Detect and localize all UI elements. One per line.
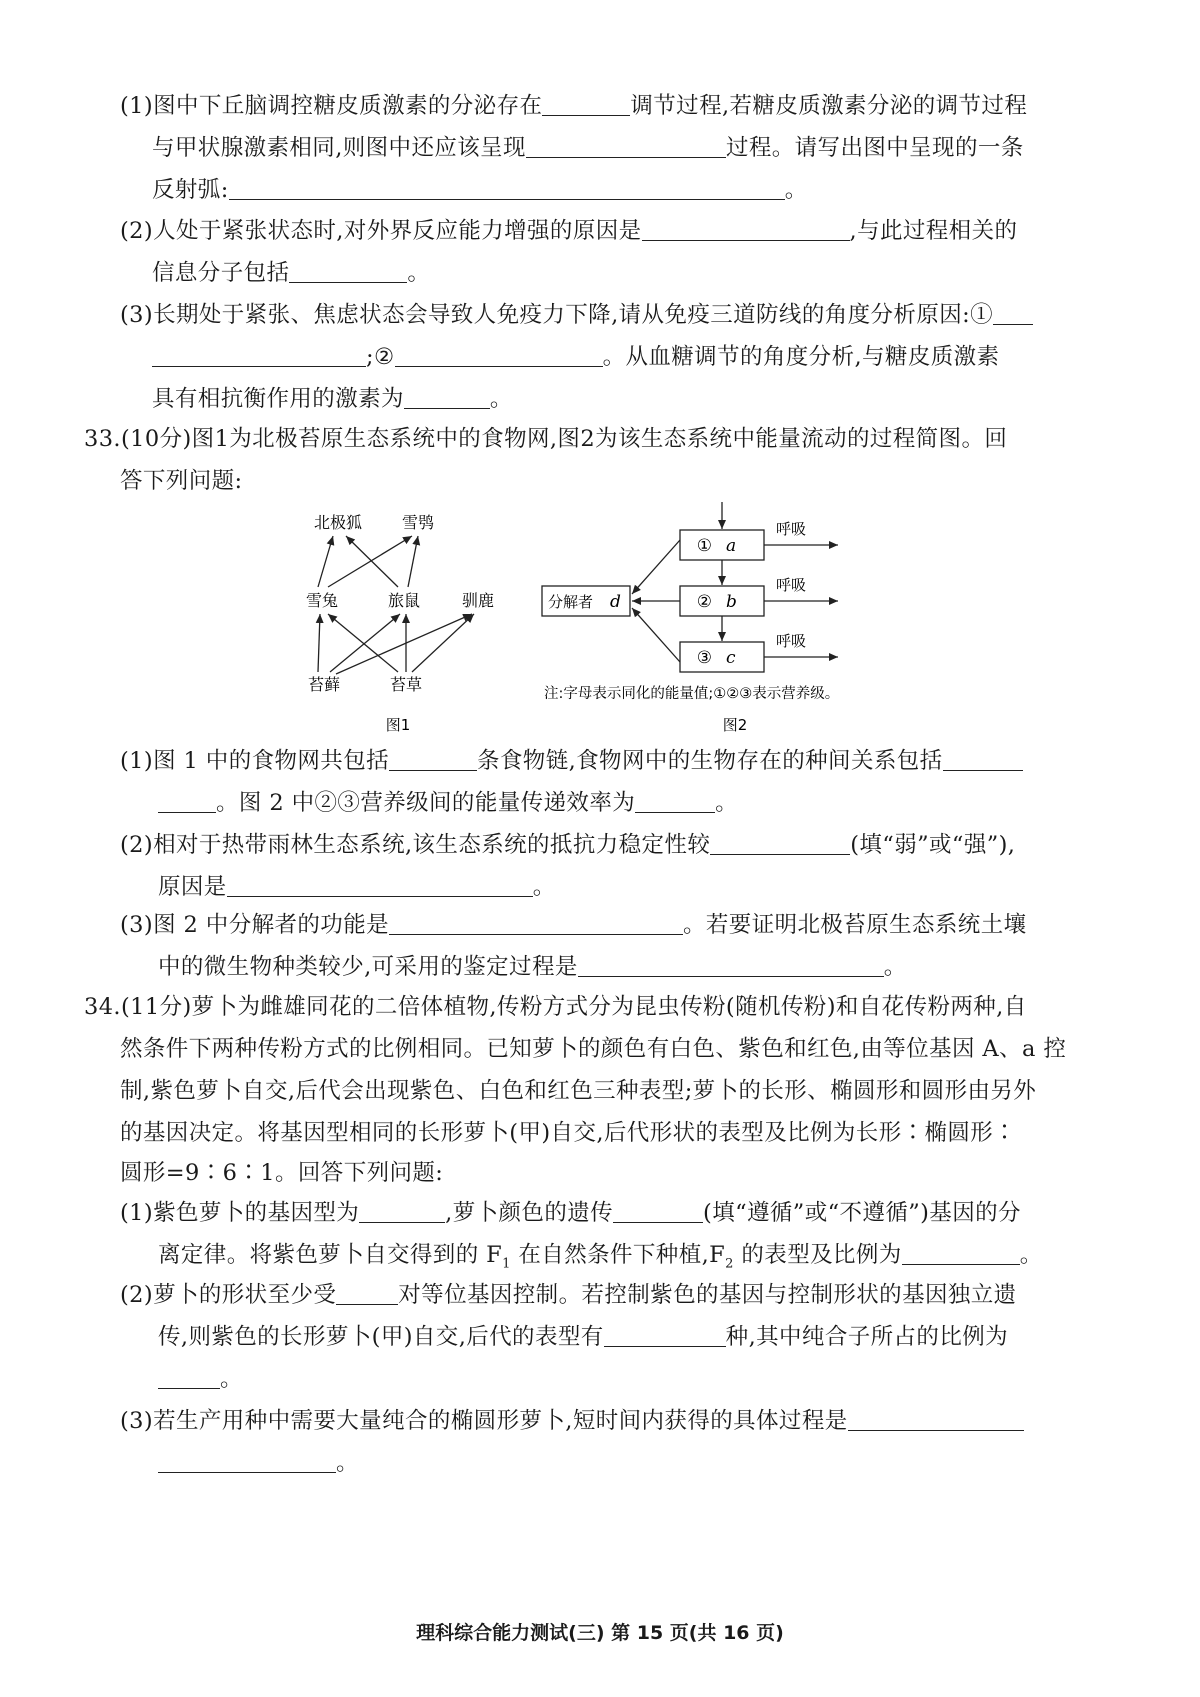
arrow-sedge-to-hare <box>328 614 398 672</box>
level1-number: ① <box>696 536 712 556</box>
figure1-caption: 图1 <box>385 716 411 734</box>
arrow-hare-to-owl <box>328 536 412 587</box>
q34-part2-line2: 传,则紫色的长形萝卜(甲)自交,后代的表型有 种,其中纯合子所占的比例为 <box>158 1324 1009 1350</box>
q33-part1-line2: 。图 2 中②③营养级间的能量传递效率为 。 <box>158 792 738 815</box>
arrow-moss-to-lemming <box>330 614 400 672</box>
node-snowshoe-hare: 雪兔 <box>305 591 339 610</box>
answer-blank[interactable] <box>993 304 1033 325</box>
q34-part3-line2: 。 <box>158 1452 359 1475</box>
arrow-moss-to-hare <box>318 614 320 672</box>
respiration-label-3: 呼吸 <box>776 632 807 650</box>
answer-blank[interactable] <box>613 1202 703 1223</box>
node-arctic-fox: 北极狐 <box>313 513 363 532</box>
q32-part3-line2: ;② 。从血糖调节的角度分析,与糖皮质激素 <box>152 346 999 369</box>
q34-part1-line2: 离定律。将紫色萝卜自交得到的 $F_1$ 在自然条件下种植$,F_2$ 的表型及比例为 。 <box>158 1242 1043 1272</box>
answer-blank[interactable] <box>229 179 785 200</box>
answer-blank[interactable] <box>526 137 726 158</box>
answer-blank[interactable] <box>158 1452 336 1473</box>
figure1-food-web <box>306 513 494 734</box>
q33-stem-line1: 33.(10分)图1为北极苔原生态系统中的食物网,图2为该生态系统中能量流动的过程简图。回 <box>84 426 1008 452</box>
arrow-level1-to-decomposer <box>632 540 680 594</box>
answer-blank[interactable] <box>902 1244 1020 1265</box>
answer-blank[interactable] <box>604 1326 726 1347</box>
arrow-level3-to-decomposer <box>632 608 680 662</box>
answer-blank[interactable] <box>943 750 1023 771</box>
q34-stem-line1: 34.(11分)萝卜为雌雄同花的二倍体植物,传粉方式分为昆虫传粉(随机传粉)和自花传粉两种,自 <box>84 994 1027 1020</box>
node-reindeer: 驯鹿 <box>461 591 495 610</box>
decomposer-label: 分解者 <box>548 593 594 611</box>
q33-part1-line1: (1)图 1 中的食物网共包括 条食物链,食物网中的生物存在的种间关系包括 <box>120 750 1023 773</box>
answer-blank[interactable] <box>336 1284 398 1305</box>
level2-variable: b <box>726 592 737 612</box>
page-footer: 理科综合能力测试(三) 第 15 页(共 16 页) <box>416 1622 784 1644</box>
q32-part3-line3: 具有相抗衡作用的激素为 。 <box>152 386 513 412</box>
q34-stem-line5: 圆形=9∶6∶1。回答下列问题: <box>120 1160 444 1186</box>
q32-part1-line1: (1)图中下丘脑调控糖皮质激素的分泌存在 调节过程,若糖皮质激素分泌的调节过程 <box>120 93 1028 119</box>
q34-stem-line3: 制,紫色萝卜自交,后代会出现紫色、白色和红色三种表型;萝卜的长形、椭圆形和圆形由另外 <box>120 1078 1037 1104</box>
node-moss: 苔藓 <box>307 675 341 694</box>
answer-blank[interactable] <box>158 792 216 813</box>
level1-variable: a <box>726 536 737 556</box>
q34-stem-line4: 的基因决定。将基因型相同的长形萝卜(甲)自交,后代形状的表型及比例为长形∶椭圆形∶ <box>120 1120 1017 1146</box>
q33-figures <box>0 490 1200 740</box>
answer-blank[interactable] <box>395 346 603 367</box>
level2-number: ② <box>696 592 712 612</box>
q33-part3-line2: 中的微生物种类较少,可采用的鉴定过程是 。 <box>158 954 907 980</box>
answer-blank[interactable] <box>227 876 533 897</box>
q33-part2-line1: (2)相对于热带雨林生态系统,该生态系统的抵抗力稳定性较 (填“弱”或“强”), <box>120 832 1016 858</box>
q34-part2-line3: 。 <box>158 1368 243 1391</box>
answer-blank[interactable] <box>642 220 850 241</box>
node-lemming: 旅鼠 <box>387 591 421 610</box>
q34-part1-line1: (1)紫色萝卜的基因型为 ,萝卜颜色的遗传 (填“遵循”或“不遵循”)基因的分 <box>120 1200 1021 1226</box>
answer-blank[interactable] <box>389 750 477 771</box>
q33-stem-line2: 答下列问题: <box>120 468 243 494</box>
answer-blank[interactable] <box>848 1410 1024 1431</box>
q32-part3-line1: (3)长期处于紧张、焦虑状态会导致人免疫力下降,请从免疫三道防线的角度分析原因:① <box>120 304 1033 327</box>
answer-blank[interactable] <box>710 834 850 855</box>
answer-blank[interactable] <box>404 388 490 409</box>
arrow-sedge-to-reindeer <box>412 614 474 672</box>
q32-part1-line2: 与甲状腺激素相同,则图中还应该呈现 过程。请写出图中呈现的一条 <box>152 135 1024 161</box>
respiration-label-1: 呼吸 <box>776 520 807 538</box>
arrow-lemming-to-owl <box>408 536 418 587</box>
q32-part2-line2: 信息分子包括 。 <box>152 260 431 286</box>
answer-blank[interactable] <box>635 792 715 813</box>
arrow-moss-to-reindeer <box>336 614 472 674</box>
answer-blank[interactable] <box>289 262 407 283</box>
trophic-level-3-box <box>680 642 764 672</box>
q32-part2-line1: (2)人处于紧张状态时,对外界反应能力增强的原因是 ,与此过程相关的 <box>120 218 1018 244</box>
trophic-level-1-box <box>680 530 764 560</box>
q33-part2-line2: 原因是 。 <box>158 874 556 900</box>
node-snowy-owl: 雪鸮 <box>401 513 435 532</box>
level3-variable: c <box>726 648 736 668</box>
q34-part3-line1: (3)若生产用种中需要大量纯合的椭圆形萝卜,短时间内获得的具体过程是 <box>120 1410 1024 1433</box>
q34-part2-line1: (2)萝卜的形状至少受 对等位基因控制。若控制紫色的基因与控制形状的基因独立遗 <box>120 1282 1017 1308</box>
q34-stem-line2: 然条件下两种传粉方式的比例相同。已知萝卜的颜色有白色、紫色和红色,由等位基因 A、a 控 <box>120 1036 1067 1062</box>
figure2-energy-flow <box>542 502 839 734</box>
answer-blank[interactable] <box>578 956 884 977</box>
arrow-lemming-to-fox <box>346 536 398 587</box>
node-sedge: 苔草 <box>389 675 423 694</box>
answer-blank[interactable] <box>389 914 683 935</box>
answer-blank[interactable] <box>158 1368 220 1389</box>
level3-number: ③ <box>696 648 712 668</box>
q33-part3-line1: (3)图 2 中分解者的功能是 。若要证明北极苔原生态系统土壤 <box>120 912 1027 938</box>
answer-blank[interactable] <box>152 346 366 367</box>
decomposer-variable: d <box>610 592 621 612</box>
respiration-label-2: 呼吸 <box>776 576 807 594</box>
trophic-level-2-box <box>680 586 764 616</box>
answer-blank[interactable] <box>542 95 630 116</box>
figure2-caption: 图2 <box>722 716 748 734</box>
answer-blank[interactable] <box>359 1202 445 1223</box>
arrow-hare-to-fox <box>318 536 333 587</box>
figure2-note: 注:字母表示同化的能量值;①②③表示营养级。 <box>544 686 840 702</box>
q32-part1-line3: 反射弧: 。 <box>152 177 808 203</box>
